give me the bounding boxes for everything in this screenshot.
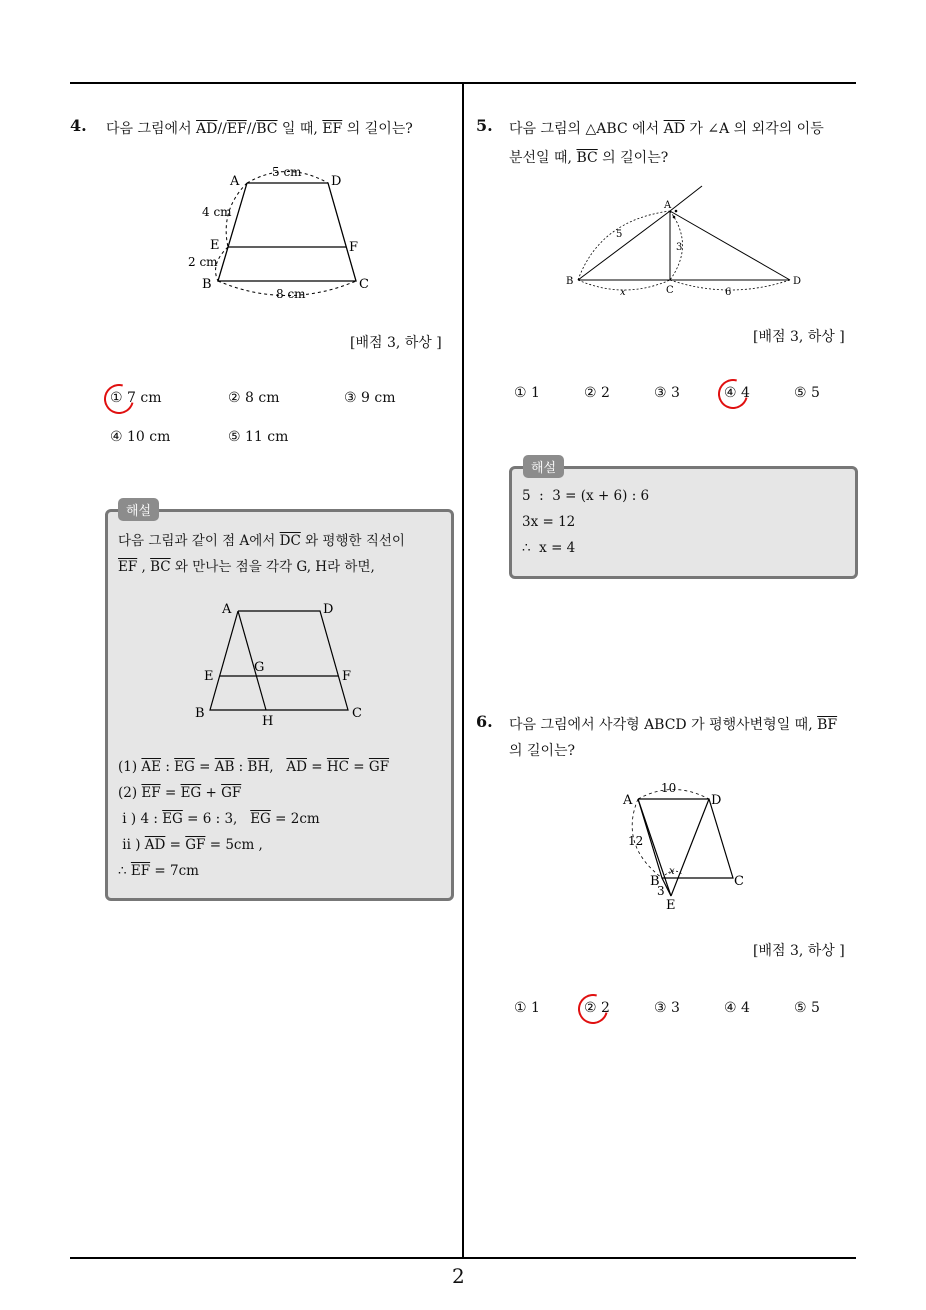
q6-fig-length-be: 3	[657, 884, 665, 898]
q4-segment: $\overline{EF}$	[322, 121, 343, 137]
q4-segment: $\overline{AD}$	[196, 121, 218, 137]
q6-fig-label-e: E	[666, 898, 676, 913]
q4-sol-text: = 2cm	[270, 811, 320, 827]
q5-text: 의 길이는?	[597, 150, 669, 166]
q4-sep: //	[217, 121, 227, 137]
q6-score: [배점 3, 하상 ]	[753, 943, 845, 959]
q6-fig-label-b: B	[650, 874, 660, 889]
q4-fig-label-e: E	[210, 238, 220, 253]
q5-choice-3[interactable]: ③ 3	[654, 385, 680, 401]
q4-sol-seg: $\overline{AD}$	[286, 759, 307, 775]
q4-solution-step-2	[118, 780, 241, 806]
q6-choice-4[interactable]: ④ 4	[724, 1000, 750, 1016]
q6-fig-label-x: x	[669, 866, 675, 877]
q6-choice-5[interactable]: ⑤ 5	[794, 1000, 820, 1016]
q4-sol-text: i ) 4 :	[118, 811, 163, 827]
q4-sol-seg: $\overline{BH}$	[247, 759, 270, 775]
q4-trapezoid-figure	[180, 160, 380, 305]
q4-fig-label-b: B	[202, 277, 212, 292]
q4-sol-fig-label-e: E	[204, 669, 214, 684]
q4-sol-text: =	[306, 759, 327, 775]
q4-sol-fig-label-c: C	[352, 706, 362, 721]
q4-sol-text: ii )	[118, 837, 145, 853]
q4-sol-text: ∴	[118, 863, 131, 879]
q4-answer-mark	[99, 379, 140, 420]
q5-score: [배점 3, 하상 ]	[753, 329, 845, 345]
q4-sol-seg: $\overline{AD}$	[144, 837, 166, 853]
q4-sol-text: ,	[269, 759, 287, 775]
q6-text: 다음 그림에서 사각형 ABCD 가 평행사변형일 때,	[509, 717, 818, 733]
q4-sol-text: =	[349, 759, 369, 775]
q4-sol-seg: $\overline{EF}$	[130, 863, 151, 879]
q6-segment: $\overline{BF}$	[817, 717, 838, 733]
q4-sol-seg: $\overline{EF}$	[118, 559, 138, 575]
page-number: 2	[452, 1264, 465, 1288]
q6-question-text-line-2: 의 길이는?	[509, 743, 576, 759]
q4-text: 의 길이는?	[342, 121, 413, 137]
q5-fig-label-c: C	[666, 285, 674, 296]
q6-fig-length-ab: 12	[628, 834, 644, 848]
q4-sol-fig-label-b: B	[195, 706, 205, 721]
q4-sol-text: = 5cm ,	[205, 837, 263, 853]
q5-number: 5.	[476, 116, 493, 135]
q4-solution-step-1	[118, 754, 389, 780]
column-divider	[462, 82, 464, 1258]
q4-choice-1[interactable]: ① 7 cm	[110, 390, 162, 406]
q5-segment: $\overline{BC}$	[576, 150, 598, 166]
q4-solution-conclusion	[118, 858, 199, 884]
bottom-rule	[70, 1257, 856, 1259]
q4-sol-seg: $\overline{GF}$	[221, 785, 242, 801]
q6-fig-label-c: C	[734, 874, 744, 889]
q4-question-text	[106, 114, 413, 144]
q6-choice-1[interactable]: ① 1	[514, 1000, 540, 1016]
q4-sep: //	[246, 121, 257, 137]
q4-sol-fig-label-h: H	[262, 714, 274, 729]
q4-fig-label-d: D	[331, 174, 342, 189]
q5-solution-line-1: 5 : 3 = (x + 6) : 6	[522, 488, 650, 504]
q4-fig-length-eb: 2 cm	[188, 255, 218, 269]
q4-text: 다음 그림에서	[106, 121, 197, 137]
q4-choice-2[interactable]: ② 8 cm	[228, 390, 280, 406]
q4-solution-line-1	[118, 528, 405, 554]
q4-fig-length-top: 5 cm	[272, 165, 302, 179]
q4-sol-seg: $\overline{BC}$	[150, 559, 171, 575]
q4-sol-fig-label-f: F	[342, 669, 352, 684]
q5-segment: $\overline{AD}$	[663, 121, 685, 137]
q4-sol-seg: $\overline{EF}$	[141, 785, 161, 801]
q6-number: 6.	[476, 712, 493, 731]
q5-fig-length-ac: 3	[676, 242, 683, 253]
q4-sol-text: (1)	[118, 759, 142, 775]
q4-solution-figure	[190, 598, 370, 733]
q4-score: [배점 3, 하상 ]	[350, 335, 442, 351]
q4-number: 4.	[70, 116, 87, 135]
q6-choice-2[interactable]: ② 2	[584, 1000, 610, 1016]
q4-fig-length-bottom: 8 cm	[276, 287, 306, 301]
q4-solution-step-3	[118, 806, 320, 832]
q5-solution-line-3: ∴ x = 4	[522, 540, 576, 556]
q4-sol-text: +	[201, 785, 222, 801]
q6-parallelogram-figure	[615, 775, 755, 915]
q4-sol-text: 와 만나는 점을 각각 G, H라 하면,	[170, 559, 375, 575]
q5-fig-length-bc: x	[620, 287, 626, 298]
q6-answer-mark	[573, 989, 614, 1030]
q4-sol-text: :	[234, 759, 248, 775]
q4-sol-text: =	[165, 837, 186, 853]
q6-fig-label-d: D	[711, 793, 722, 808]
q4-sol-text: :	[161, 759, 175, 775]
q5-text: 가 ∠A 의 외각의 이등	[684, 121, 824, 137]
q5-choice-2[interactable]: ② 2	[584, 385, 610, 401]
q4-sol-seg: $\overline{EG}$	[250, 811, 271, 827]
q4-fig-label-f: F	[349, 240, 359, 255]
q5-fig-label-b: B	[566, 276, 574, 287]
q5-answer-mark	[713, 374, 754, 415]
q4-solution-tag: 해설	[118, 498, 159, 521]
q5-fig-label-a: A	[664, 200, 672, 211]
q4-segment: $\overline{BC}$	[256, 121, 278, 137]
q4-sol-seg: $\overline{EG}$	[162, 811, 183, 827]
q4-sol-text: =	[194, 759, 215, 775]
q4-fig-label-a: A	[230, 174, 240, 189]
q4-sol-text: = 7cm	[150, 863, 199, 879]
q4-sol-text: 다음 그림과 같이 점 A에서	[118, 533, 280, 549]
q4-sol-text: = 6 : 3,	[182, 811, 251, 827]
q5-text: 다음 그림의 △ABC 에서	[509, 121, 664, 137]
q6-fig-label-a: A	[623, 793, 633, 808]
q4-solution-line-2	[118, 554, 375, 580]
q4-fig-label-c: C	[359, 277, 369, 292]
q4-choice-3[interactable]: ③ 9 cm	[344, 390, 396, 406]
q4-sol-seg: $\overline{AB}$	[214, 759, 235, 775]
q4-sol-fig-label-a: A	[222, 602, 232, 617]
q4-text: 일 때,	[277, 121, 323, 137]
q5-question-text-line-2	[509, 143, 668, 173]
q5-triangle-figure	[560, 180, 810, 300]
q4-sol-text: ,	[137, 559, 151, 575]
q4-sol-text: 와 평행한 직선이	[300, 533, 405, 549]
q5-solution-tag: 해설	[523, 455, 564, 478]
q4-choice-4[interactable]: ④ 10 cm	[110, 429, 171, 445]
q5-choice-5[interactable]: ⑤ 5	[794, 385, 820, 401]
q4-sol-seg: $\overline{DC}$	[279, 533, 301, 549]
q4-sol-seg: $\overline{EG}$	[174, 759, 195, 775]
q5-text: 분선일 때,	[509, 150, 577, 166]
q5-fig-label-d: D	[793, 276, 802, 287]
q4-fig-length-ae: 4 cm	[202, 205, 232, 219]
q5-fig-length-cd: 6	[725, 287, 732, 298]
q6-fig-length-ad: 10	[661, 781, 677, 795]
q4-sol-text: =	[160, 785, 181, 801]
q4-sol-text: (2)	[118, 785, 142, 801]
q4-segment: $\overline{EF}$	[226, 121, 247, 137]
q4-sol-seg: $\overline{EG}$	[180, 785, 202, 801]
q4-sol-fig-label-d: D	[323, 602, 334, 617]
q5-fig-length-ab: 5	[616, 229, 623, 240]
q5-choice-1[interactable]: ① 1	[514, 385, 540, 401]
q4-choice-5[interactable]: ⑤ 11 cm	[228, 429, 289, 445]
q5-choice-4[interactable]: ④ 4	[724, 385, 750, 401]
q5-solution-line-2: 3x = 12	[522, 514, 576, 530]
q5-question-text-line-1	[509, 114, 824, 144]
q4-solution-step-4	[118, 832, 263, 858]
q4-sol-seg: $\overline{HC}$	[326, 759, 349, 775]
q6-choice-3[interactable]: ③ 3	[654, 1000, 680, 1016]
q4-sol-fig-label-g: G	[254, 660, 265, 675]
q4-sol-seg: $\overline{GF}$	[368, 759, 390, 775]
q4-sol-seg: $\overline{AE}$	[141, 759, 162, 775]
q4-sol-seg: $\overline{GF}$	[185, 837, 206, 853]
